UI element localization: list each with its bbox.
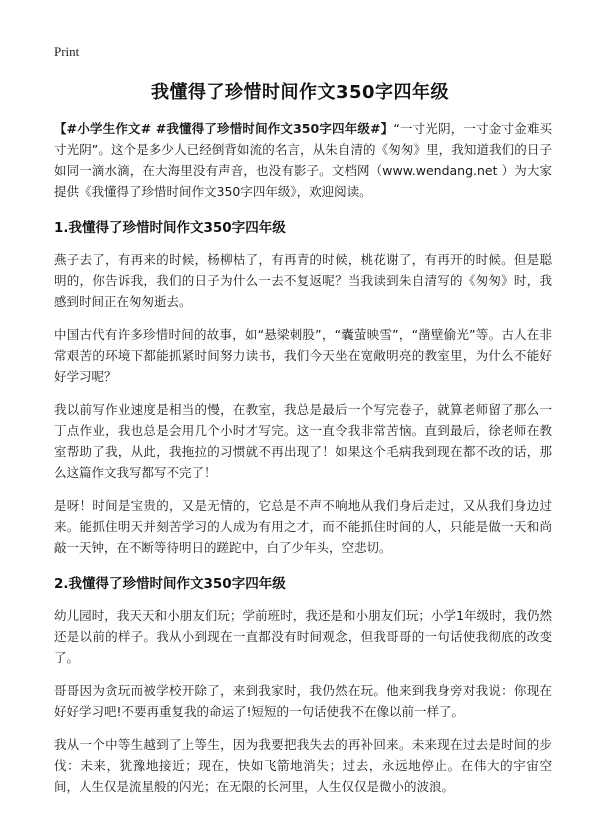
intro-text: “一寸光阴，一寸金寸金难买寸光阴”。这个是多少人已经倒背如流的名言，从朱自清的《匆匆》里，我知道我们的日子如同一滴水滴，在大海里没有声音，也没有影子。文档网（www.wendang.net ）为大家提供《我懂得了珍惜时间作文350字四年级》，欢迎阅读。 bbox=[54, 121, 552, 199]
section2-paragraph-3: 我从一个中等生越到了上等生，因为我要把我失去的再补回来。未来现在过去是时间的步伐：未来，犹豫地接近；现在，快如飞箭地消失；过去，永远地停止。在伟大的宇宙空间，人生仅是流星般的闪光；在无限的长河里，人生仅仅是微小的波浪。 bbox=[54, 737, 552, 794]
print-label: Print bbox=[54, 44, 80, 59]
section2-paragraph-1: 幼儿园时，我天天和小朋友们玩；学前班时，我还是和小朋友们玩；小学1年级时，我仍然还是以前的样子。我从小到现在一直都没有时间观念，但我哥哥的一句话使我彻底的改变了。 bbox=[54, 608, 552, 665]
section2-heading: 2.我懂得了珍惜时间作文350字四年级 bbox=[54, 576, 286, 592]
section1-paragraph-4: 是呀！时间是宝贵的，又是无情的，它总是不声不响地从我们身后走过，又从我们身边过来。能抓住明天并刻苦学习的人成为有用之才，而不能抓住时间的人，只能是做一天和尚敲一天钟，在不断等待明日的蹉跎中，白了少年头，空悲切。 bbox=[54, 498, 552, 555]
section1-paragraph-3: 我以前写作业速度是相当的慢，在教室，我总是最后一个写完卷子，就算老师留了那么一丁点作业，我也总是会用几个小时才写完。这一直令我非常苦恼。直到最后，徐老师在教室帮助了我，从此，我拖拉的习惯就不再出现了！如果这个毛病我到现在都不改的话，那么这篇作文我写都写不完了！ bbox=[54, 402, 552, 480]
section1-heading: 1.我懂得了珍惜时间作文350字四年级 bbox=[54, 220, 286, 236]
page-title: 我懂得了珍惜时间作文350字四年级 bbox=[150, 82, 450, 103]
intro-paragraph bbox=[54, 118, 552, 202]
article-body bbox=[54, 118, 552, 809]
section1-paragraph-2: 中国古代有许多珍惜时间的故事，如“悬梁刺股”，“囊萤映雪”，“凿壁偷光”等。古人在非常艰苦的环境下都能抓紧时间努力读书，我们今天坐在宽敞明亮的教室里，为什么不能好好学习呢？ bbox=[54, 327, 552, 384]
intro-tags: 【#小学生作文# #我懂得了珍惜时间作文350字四年级#】 bbox=[54, 121, 394, 136]
section2-paragraph-2: 哥哥因为贪玩而被学校开除了，来到我家时，我仍然在玩。他来到我身旁对我说：你现在好好学习吧!不要再重复我的命运了!短短的一句话使我不在像以前一样了。 bbox=[54, 683, 552, 719]
section1-paragraph-1: 燕子去了，有再来的时候，杨柳枯了，有再青的时候，桃花谢了，有再开的时候。但是聪明的，你告诉我，我们的日子为什么一去不复返呢？当我读到朱自清写的《匆匆》时，我感到时间正在匆匆逝去。 bbox=[54, 252, 552, 309]
